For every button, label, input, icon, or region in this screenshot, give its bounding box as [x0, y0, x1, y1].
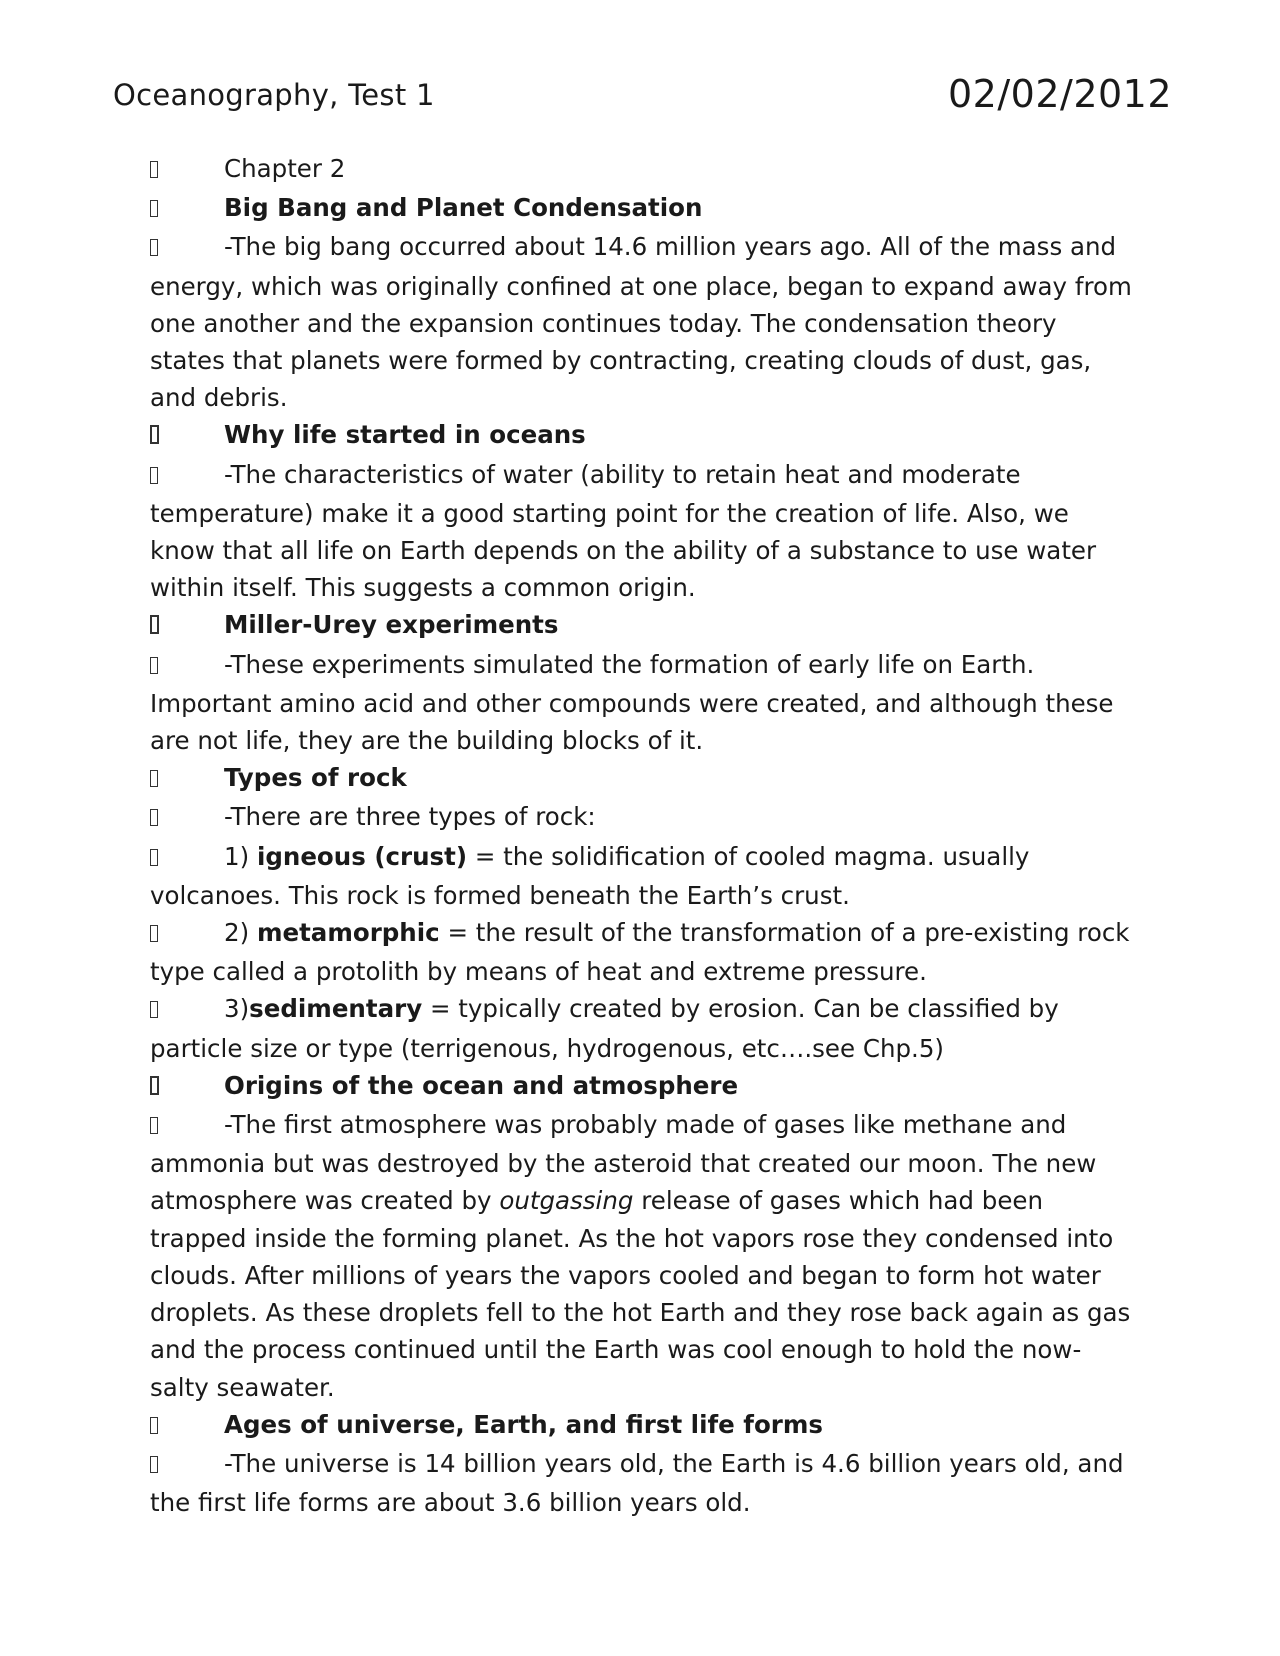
heading-big-bang: Big Bang and Planet Condensation — [150, 189, 1135, 228]
bullet-icon — [150, 608, 224, 645]
bullet-icon — [150, 800, 224, 837]
heading-origins: Origins of the ocean and atmosphere — [150, 1067, 1135, 1106]
paragraph-ages: -The universe is 14 billion years old, the Earth is 4.6 billion years old, and the first life forms are about 3.6 billion years old. — [150, 1448, 1124, 1518]
bullet-icon — [150, 458, 224, 495]
heading-life-oceans: Why life started in oceans — [150, 416, 1135, 455]
bullet-icon — [150, 418, 224, 455]
rock-sedimentary: 3)sedimentary = typically created by erosion. Can be classified by particle size or type (terrigenous, hydrogenous, etc….see Chp.5) — [150, 994, 1059, 1063]
document-date: 02/02/2012 — [948, 72, 1173, 116]
bullet-icon — [150, 761, 224, 798]
document-title: Oceanography, Test 1 — [113, 78, 435, 112]
chapter-line: Chapter 2 — [150, 150, 1135, 189]
bullet-icon — [150, 1069, 224, 1106]
bullet-icon — [150, 992, 224, 1029]
paragraph-miller-urey: -These experiments simulated the formation of early life on Earth. Important amino acid and other compounds were created, and although these are not life, they are the building blocks of it. — [150, 649, 1114, 756]
paragraph-life-oceans: -The characteristics of water (ability to retain heat and moderate temperature) make it a good starting point for the creation of life. Also, we know that all life on Earth depends on the ability of a substance to use water within itself. This suggests a common origin. — [150, 459, 1097, 603]
heading-types-of-rock: Types of rock — [150, 759, 1135, 798]
bullet-icon — [150, 1108, 224, 1145]
bullet-icon — [150, 1447, 224, 1484]
heading-miller-urey: Miller-Urey experiments — [150, 606, 1135, 645]
paragraph-rock-intro: -There are three types of rock: — [150, 798, 1135, 837]
rock-metamorphic: 2) metamorphic = the result of the transformation of a pre-existing rock type called a protolith by means of heat and extreme pressure. — [150, 918, 1130, 987]
rock-igneous: 1) igneous (crust) = the solidification of cooled magma. usually volcanoes. This rock is formed beneath the Earth’s crust. — [150, 841, 1030, 910]
bullet-icon — [150, 152, 224, 189]
heading-ages: Ages of universe, Earth, and first life forms — [150, 1406, 1135, 1445]
bullet-icon — [150, 230, 224, 267]
bullet-icon — [150, 648, 224, 685]
bullet-icon — [150, 916, 224, 953]
bullet-icon — [150, 1408, 224, 1445]
bullet-icon — [150, 840, 224, 877]
paragraph-big-bang: -The big bang occurred about 14.6 million years ago. All of the mass and energy, which was originally confined at one place, began to expand away from one another and the expansion continues today. The condensation theory states that planets were formed by contracting, creating clouds of dust, gas, and debris. — [150, 232, 1132, 413]
bullet-icon — [150, 191, 224, 228]
notes-body — [150, 150, 1135, 1521]
paragraph-origins: -The first atmosphere was probably made of gases like methane and ammonia but was destroyed by the asteroid that created our moon. The new atmosphere was created by outgassing release of gases which had been trapped inside the forming planet. As the hot vapors rose they condensed into clouds. After millions of years the vapors cooled and began to form hot water droplets. As these droplets fell to the hot Earth and they rose back again as gas and the process continued until the Earth was cool enough to hold the now-salty seawater. — [150, 1110, 1131, 1402]
